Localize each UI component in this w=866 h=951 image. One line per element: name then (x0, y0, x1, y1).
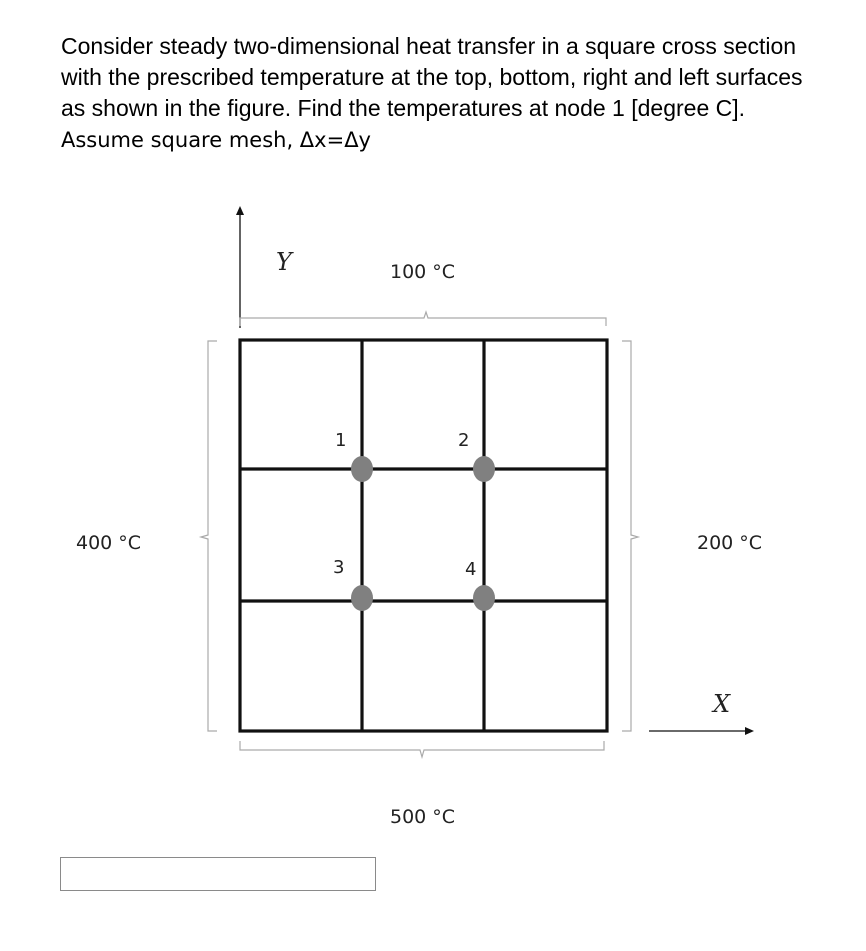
right-brace (622, 341, 638, 731)
node-2-label: 2 (458, 430, 470, 451)
node-2-marker (473, 456, 495, 482)
right-temperature-label: 200 °C (697, 532, 763, 554)
node-4-label: 4 (465, 559, 477, 580)
node-3-label: 3 (333, 557, 345, 578)
x-axis-arrowhead (745, 727, 754, 735)
top-temperature-label: 100 °C (390, 261, 456, 283)
y-axis-label: Y (276, 248, 292, 276)
node-3-marker (351, 585, 373, 611)
mesh-grid (240, 340, 607, 731)
question-main-text: Consider steady two-dimensional heat transfer in a square cross section with the prescribed temperature at the top, bottom, right and left surfaces as shown in the figure. Find the temperatures at node 1 [degree C]. (61, 33, 803, 121)
left-temperature-label: 400 °C (76, 532, 142, 554)
node-1-marker (351, 456, 373, 482)
left-brace (201, 341, 217, 731)
bottom-temperature-label: 500 °C (390, 806, 456, 828)
question-assumption-text: Assume square mesh, Δx=Δy (61, 128, 371, 152)
y-axis-arrowhead (236, 206, 244, 215)
grid-outer-border (240, 340, 607, 731)
x-axis-label: X (713, 690, 731, 718)
bottom-brace (240, 741, 604, 757)
node-4-marker (473, 585, 495, 611)
answer-input[interactable] (60, 857, 376, 891)
node-1-label: 1 (335, 430, 347, 451)
top-brace (240, 312, 606, 326)
